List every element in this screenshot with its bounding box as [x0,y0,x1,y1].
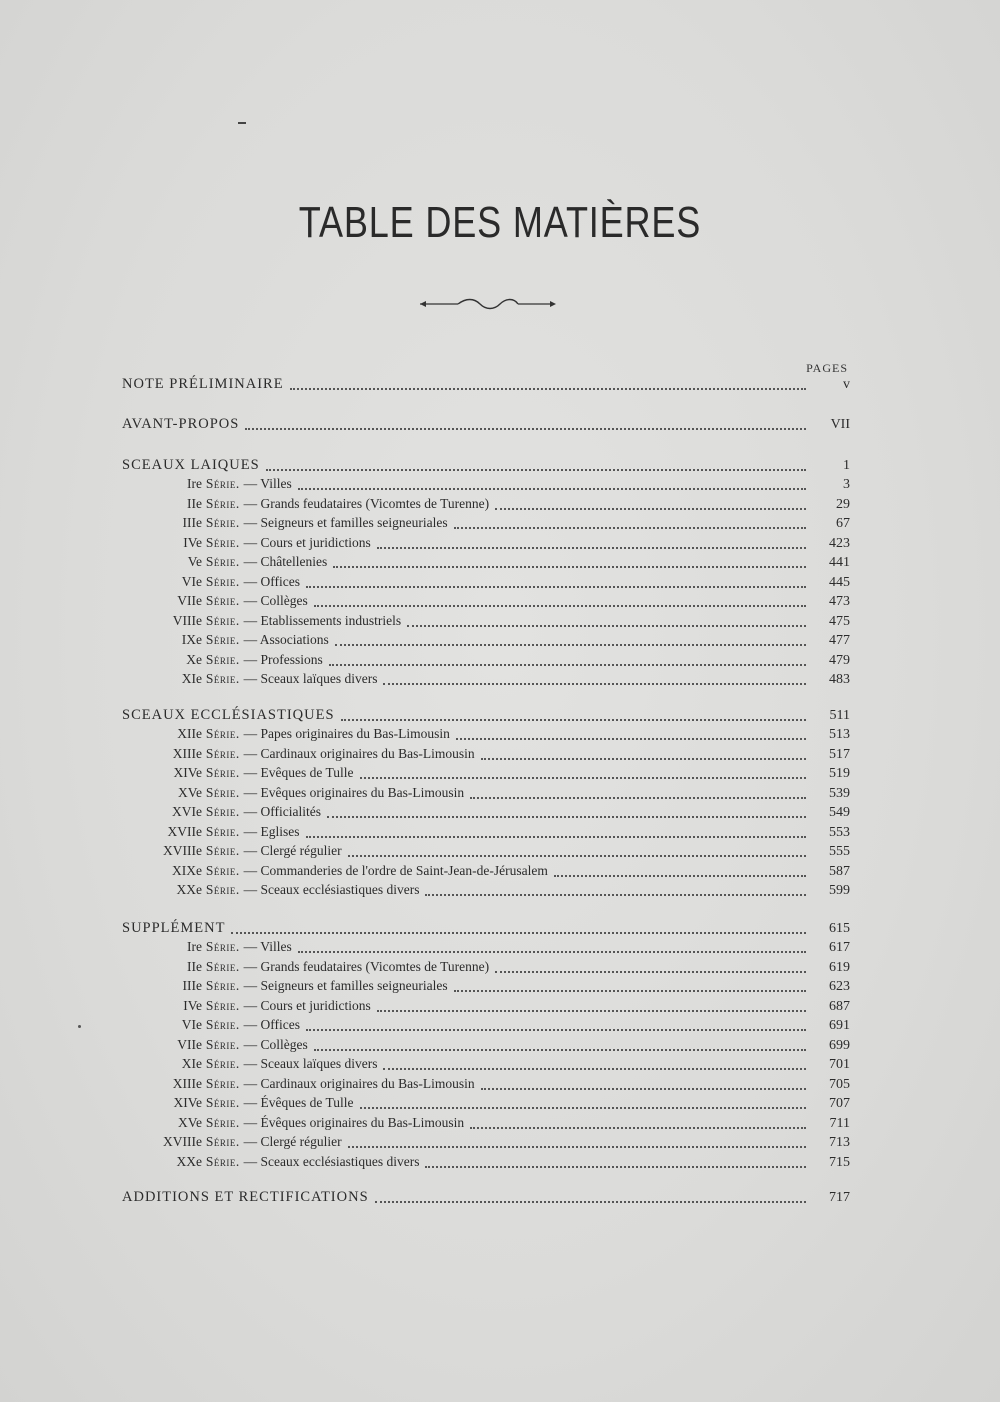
series-title: — Sceaux ecclésiastiques divers [243,1153,420,1169]
toc-series-label [122,763,354,783]
dot-leader [290,374,806,390]
series-number: Ire [187,939,202,954]
toc-series-row [122,1015,850,1035]
toc-page-number: 1 [843,458,850,473]
toc-series-label [122,976,448,996]
dot-leader [470,783,806,799]
toc-page-number: 619 [829,959,850,975]
toc-series-row [122,744,850,764]
dot-leader [425,1152,806,1168]
series-word: Série. [202,784,244,800]
series-title: — Seigneurs et familles seigneuriales [243,515,448,530]
toc-page-number: v [843,377,850,392]
series-number: XIe [181,671,202,686]
series-number: IVe [183,534,202,550]
toc-page-number: 479 [829,652,850,668]
toc-page-number: 623 [829,979,850,994]
series-word: Série. [202,804,244,819]
dot-leader [306,572,806,588]
dot-leader [341,705,806,721]
toc-series-row [122,976,850,996]
dot-leader [375,1187,806,1203]
toc-series-label [122,937,292,957]
toc-section-label: SUPPLÉMENT [122,920,226,936]
dot-leader [231,918,806,934]
series-number: XIIIe [172,1075,202,1091]
stray-mark [238,122,246,124]
series-title: — Sceaux ecclésiastiques divers [243,882,420,897]
series-title: — Villes [243,476,292,491]
toc-page-number: 67 [836,516,850,531]
toc-series-row [122,1093,850,1113]
dot-leader [348,1132,806,1148]
series-number: XXe [176,1153,202,1169]
dot-leader [454,513,806,529]
series-title: — Cardinaux originaires du Bas-Limousin [243,745,475,761]
toc-series-label [122,669,377,689]
series-title: — Etablissements industriels [243,612,402,628]
series-number: XIIe [177,726,202,741]
series-number: XIVe [173,765,202,780]
toc-series-row [122,572,850,592]
toc-page-number: 445 [829,574,850,590]
series-number: XVIIIe [163,843,202,858]
toc-series-label [122,957,489,977]
series-word: Série. [202,495,244,511]
dot-leader [335,630,806,646]
toc-series-row [122,611,850,631]
toc-series-label [122,783,464,803]
toc-series-row [122,513,850,533]
series-number: VIe [181,1017,202,1032]
series-word: Série. [202,671,244,686]
series-word: Série. [202,843,244,858]
toc-page-number: 517 [829,746,850,762]
toc-page-number: 29 [836,496,850,512]
series-word: Série. [202,1134,244,1149]
toc-page-number: 705 [829,1076,850,1092]
toc-section-row [122,705,850,725]
dot-leader [329,650,806,666]
toc-series-label [122,1074,475,1094]
toc-page-number: 553 [829,824,850,840]
series-number: XXe [176,882,202,897]
series-word: Série. [202,534,244,550]
toc-series-label [122,724,450,744]
series-word: Série. [202,1114,244,1130]
toc-series-label [122,533,371,553]
series-number: IVe [183,997,202,1013]
toc-series-row [122,1113,850,1133]
series-number: XIe [181,1056,202,1071]
dot-leader [245,414,806,430]
toc-series-row [122,1074,850,1094]
dot-leader [360,1093,806,1109]
dot-leader [554,861,806,877]
toc-page-number: 687 [829,998,850,1014]
toc-page-number: 519 [829,766,850,781]
series-number: VIe [181,573,202,589]
dot-leader [306,822,806,838]
toc-page-number: 617 [829,940,850,955]
series-title: — Châtellenies [243,554,328,569]
series-title: — Collèges [243,1036,308,1052]
toc-page-number: 3 [843,477,850,492]
series-word: Série. [202,823,244,839]
dot-leader [383,1054,806,1070]
series-number: IIe [187,495,202,511]
dot-leader [456,724,806,740]
series-number: XVIe [172,804,202,819]
toc-page-number: 587 [829,863,850,879]
series-word: Série. [202,1153,244,1169]
toc-page-number: 475 [829,613,850,629]
series-word: Série. [202,1056,244,1071]
toc-series-row [122,724,850,744]
dot-leader [298,937,806,953]
series-title: — Grands feudataires (Vicomtes de Turenne) [243,495,490,511]
toc-page-number: 711 [829,1115,850,1131]
dot-leader [314,1035,806,1051]
toc-series-label [122,744,475,764]
series-word: Série. [202,554,244,569]
series-number: Ve [187,554,202,569]
toc-page-number: 699 [829,1037,850,1053]
series-title: — Cours et juridictions [243,997,371,1013]
toc-page-number: 717 [829,1190,850,1205]
toc-section-row [122,414,850,434]
series-title: — Commanderies de l'ordre de Saint-Jean-de-Jérusalem [243,862,548,878]
toc-series-label [122,1035,308,1055]
series-word: Série. [202,1095,244,1110]
toc-series-label [122,630,329,650]
toc-series-label [122,1152,419,1172]
dot-leader [454,976,806,992]
series-word: Série. [202,726,244,741]
toc-section-row [122,1187,850,1207]
toc-series-row [122,1152,850,1172]
dot-leader [481,1074,806,1090]
toc-series-row [122,669,850,689]
dot-leader [327,802,806,818]
toc-series-row [122,802,850,822]
dot-leader [481,744,806,760]
series-number: Xe [186,651,202,667]
toc-page-number: 701 [829,1057,850,1072]
toc-series-row [122,783,850,803]
toc-page-number: 473 [829,594,850,609]
series-number: XVIIIe [163,1134,202,1149]
toc-page-number: VII [830,417,850,432]
toc-section-label: NOTE PRÉLIMINAIRE [122,376,284,392]
toc-series-row [122,841,850,861]
toc-page-number: 555 [829,844,850,859]
dot-leader [377,996,806,1012]
toc-series-row [122,957,850,977]
series-title: — Villes [243,939,292,954]
toc-series-label [122,1054,377,1074]
series-title: — Collèges [243,593,308,608]
toc-series-label [122,513,448,533]
series-word: Série. [202,632,244,647]
toc-section-label: SCEAUX LAIQUES [122,457,260,473]
series-number: Ire [187,476,202,491]
toc-series-label [122,552,327,572]
toc-section-label: AVANT-PROPOS [122,416,240,432]
toc-page-number: 707 [829,1096,850,1111]
series-title: — Grands feudataires (Vicomtes de Turenne) [243,958,490,974]
series-title: — Papes originaires du Bas-Limousin [243,726,450,741]
series-title: — Evêques originaires du Bas-Limousin [243,784,465,800]
series-word: Série. [202,882,244,897]
series-number: XIVe [173,1095,202,1110]
series-word: Série. [202,593,244,608]
dot-leader [360,763,806,779]
toc-series-row [122,763,850,783]
series-word: Série. [202,745,244,761]
toc-series-label [122,650,323,670]
series-word: Série. [202,1017,244,1032]
series-title: — Cours et juridictions [243,534,371,550]
toc-series-row [122,822,850,842]
ornament-divider-icon [418,296,558,312]
toc-section-row [122,455,850,475]
toc-series-label [122,822,300,842]
series-title: — Clergé régulier [243,843,342,858]
toc-series-label [122,572,300,592]
dot-leader [383,669,806,685]
dot-leader [306,1015,806,1031]
pages-column-label: PAGES [806,361,848,375]
series-title: — Evêques de Tulle [243,765,354,780]
toc-series-row [122,1054,850,1074]
toc-series-label [122,841,342,861]
toc-series-row [122,861,850,881]
series-word: Série. [202,651,244,667]
toc-page-number: 539 [829,785,850,801]
toc-series-row [122,937,850,957]
series-word: Série. [202,476,244,491]
dot-leader [407,611,806,627]
toc-series-row [122,650,850,670]
series-word: Série. [202,1075,244,1091]
series-number: IIIe [182,515,202,530]
toc-series-row [122,1132,850,1152]
toc-series-row [122,880,850,900]
toc-page-number: 691 [829,1018,850,1033]
toc-series-label [122,861,548,881]
series-number: XIXe [172,862,202,878]
series-word: Série. [202,1036,244,1052]
dot-leader [266,455,806,471]
series-title: — Sceaux laïques divers [243,671,378,686]
toc-series-label [122,591,308,611]
dot-leader [333,552,806,568]
series-word: Série. [202,978,244,993]
dot-leader [298,474,806,490]
series-word: Série. [202,997,244,1013]
series-word: Série. [202,515,244,530]
toc-page-number: 715 [829,1154,850,1170]
series-title: — Cardinaux originaires du Bas-Limousin [243,1075,475,1091]
toc-page-number: 441 [829,555,850,570]
dot-leader [495,494,806,510]
toc-series-label [122,1015,300,1035]
toc-page-number: 615 [829,921,850,936]
toc-section-label: SCEAUX ECCLÉSIASTIQUES [122,707,335,723]
toc-series-row [122,533,850,553]
series-number: IIe [187,958,202,974]
toc-series-label [122,1132,342,1152]
dot-leader [348,841,806,857]
page-title: TABLE DES MATIÈRES [298,198,702,247]
toc-page-number: 423 [829,535,850,551]
toc-series-label [122,611,401,631]
series-title: — Seigneurs et familles seigneuriales [243,978,448,993]
stray-dot [78,1025,81,1028]
toc-series-row [122,630,850,650]
series-number: IIIe [182,978,202,993]
series-title: — Officialités [243,804,321,819]
toc-series-label [122,1113,464,1133]
dot-leader [314,591,806,607]
series-number: VIIe [177,1036,202,1052]
toc-series-row [122,494,850,514]
toc-series-row [122,591,850,611]
toc-page-number: 549 [829,805,850,820]
series-number: VIIe [177,593,202,608]
toc-series-row [122,552,850,572]
series-word: Série. [202,612,244,628]
dot-leader [377,533,806,549]
series-title: — Clergé régulier [243,1134,342,1149]
series-word: Série. [202,573,244,589]
series-number: XVe [178,784,202,800]
series-number: XVe [178,1114,202,1130]
series-title: — Associations [243,632,329,647]
toc-section-row [122,374,850,394]
series-title: — Évêques de Tulle [243,1095,354,1110]
toc-page-number: 477 [829,633,850,648]
toc-series-label [122,474,292,494]
series-title: — Offices [243,573,301,589]
toc-page-number: 713 [829,1135,850,1150]
toc-series-label [122,802,321,822]
series-title: — Eglises [243,823,300,839]
series-number: VIIIe [172,612,202,628]
toc-section-row [122,918,850,938]
dot-leader [470,1113,806,1129]
toc-series-row [122,1035,850,1055]
toc-section-label: ADDITIONS ET RECTIFICATIONS [122,1189,369,1205]
toc-series-label [122,996,371,1016]
series-title: — Sceaux laïques divers [243,1056,378,1071]
series-word: Série. [202,862,244,878]
series-word: Série. [202,939,244,954]
toc-series-row [122,996,850,1016]
toc-page-number: 483 [829,672,850,687]
series-title: — Évêques originaires du Bas-Limousin [243,1114,465,1130]
series-number: XIIIe [172,745,202,761]
series-title: — Offices [243,1017,301,1032]
series-number: XVIIe [167,823,202,839]
toc-series-label [122,1093,354,1113]
toc-page-number: 513 [829,727,850,742]
dot-leader [425,880,806,896]
toc-series-label [122,880,419,900]
toc-series-row [122,474,850,494]
toc-page-number: 511 [829,708,850,723]
series-word: Série. [202,765,244,780]
series-title: — Professions [243,651,323,667]
toc-page-number: 599 [829,883,850,898]
dot-leader [495,957,806,973]
toc-series-label [122,494,489,514]
series-word: Série. [202,958,244,974]
series-number: IXe [181,632,202,647]
